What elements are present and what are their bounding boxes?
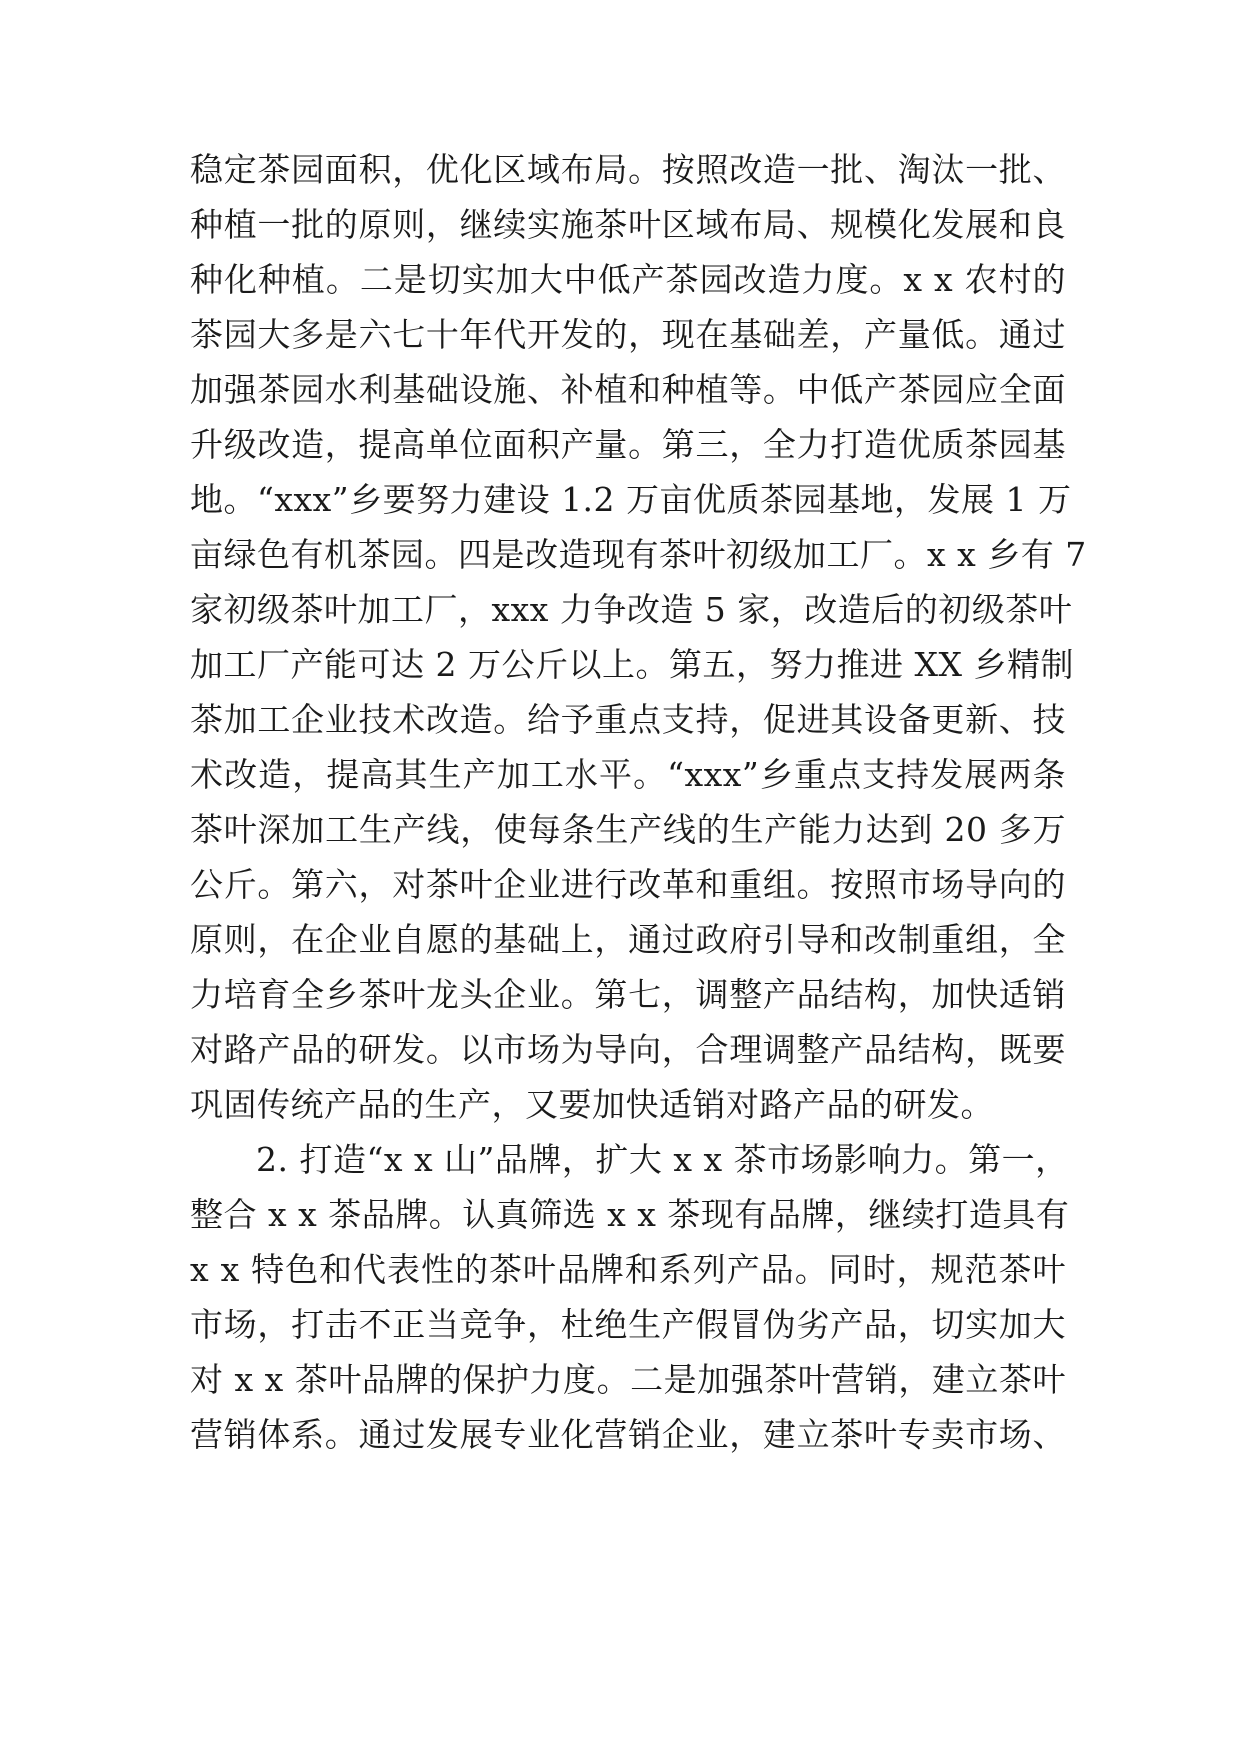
body-text-line: 茶叶深加工生产线，使每条生产线的生产能力达到 20 多万 (190, 810, 1066, 849)
body-text-line: 加强茶园水利基础设施、补植和种植等。中低产茶园应全面 (190, 370, 1066, 409)
body-text-line: 对路产品的研发。以市场为导向，合理调整产品结构，既要 (190, 1030, 1066, 1069)
body-text-line: 种植一批的原则，继续实施茶叶区域布局、规模化发展和良 (190, 205, 1066, 244)
body-text-line: 术改造，提高其生产加工水平。“xxx”乡重点支持发展两条 (190, 755, 1066, 794)
body-text-line: 亩绿色有机茶园。四是改造现有茶叶初级加工厂。x x 乡有 7 (190, 535, 1087, 574)
body-text-line: 力培育全乡茶叶龙头企业。第七，调整产品结构，加快适销 (190, 975, 1066, 1014)
body-text-line: 营销体系。通过发展专业化营销企业，建立茶叶专卖市场、 (190, 1415, 1066, 1454)
body-text-line: 对 x x 茶叶品牌的保护力度。二是加强茶叶营销，建立茶叶 (190, 1360, 1066, 1399)
body-text-line: 原则，在企业自愿的基础上，通过政府引导和改制重组，全 (190, 920, 1066, 959)
body-text-line: 公斤。第六，对茶叶企业进行改革和重组。按照市场导向的 (190, 865, 1066, 904)
paragraph-end-line: 巩固传统产品的生产，又要加快适销对路产品的研发。 (190, 1085, 994, 1124)
section-heading-line: 2. 打造“x x 山”品牌，扩大 x x 茶市场影响力。第一， (256, 1140, 1069, 1179)
body-text-line: x x 特色和代表性的茶叶品牌和系列产品。同时，规范茶叶 (190, 1250, 1066, 1289)
body-text-line: 茶园大多是六七十年代开发的，现在基础差，产量低。通过 (190, 315, 1066, 354)
body-text-line: 升级改造，提高单位面积产量。第三，全力打造优质茶园基 (190, 425, 1066, 464)
body-text-line: 家初级茶叶加工厂，xxx 力争改造 5 家，改造后的初级茶叶 (190, 590, 1073, 629)
body-text-line: 种化种植。二是切实加大中低产茶园改造力度。x x 农村的 (190, 260, 1066, 299)
body-text-line: 加工厂产能可达 2 万公斤以上。第五，努力推进 XX 乡精制 (190, 645, 1074, 684)
body-text-line: 市场，打击不正当竞争，杜绝生产假冒伪劣产品，切实加大 (190, 1305, 1066, 1344)
body-text-line: 稳定茶园面积，优化区域布局。按照改造一批、淘汰一批、 (190, 150, 1066, 189)
body-text-line: 茶加工企业技术改造。给予重点支持，促进其设备更新、技 (190, 700, 1066, 739)
body-text-line: 地。“xxx”乡要努力建设 1.2 万亩优质茶园基地，发展 1 万 (190, 480, 1072, 519)
body-text-line: 整合 x x 茶品牌。认真筛选 x x 茶现有品牌，继续打造具有 (190, 1195, 1070, 1234)
